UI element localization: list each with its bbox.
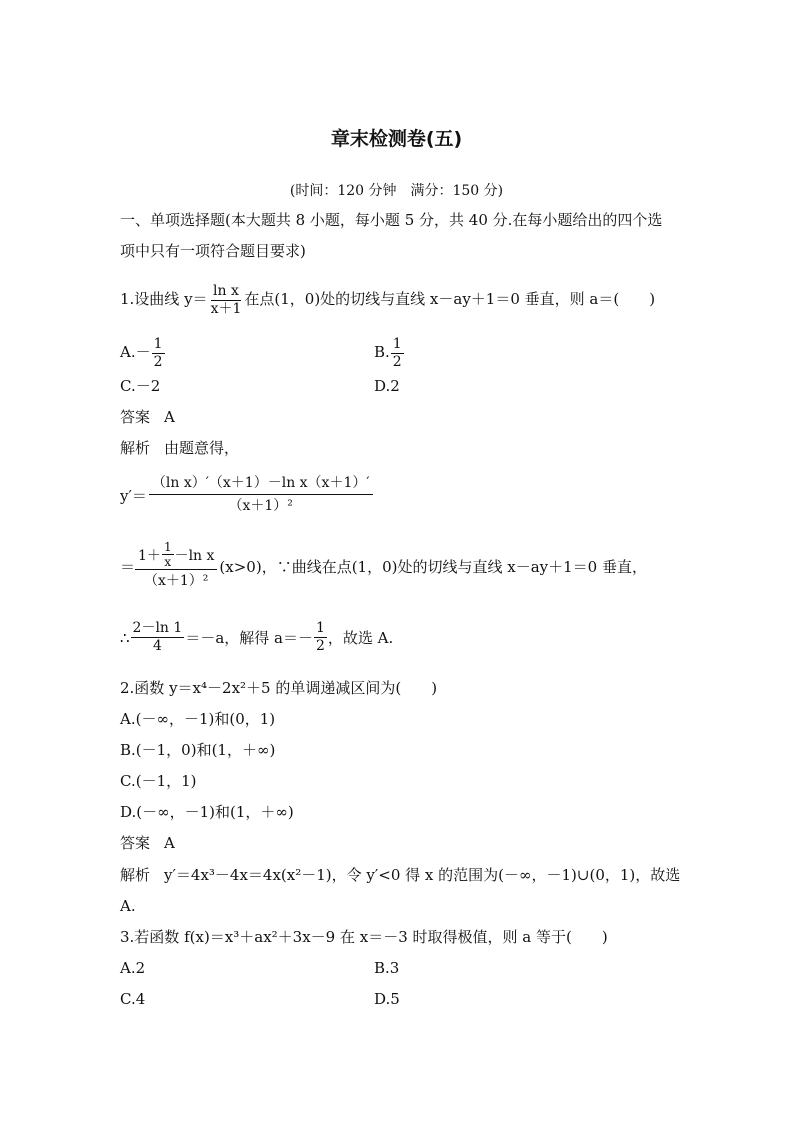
- q2-analysis: 解析 y′＝4x³－4x＝4x(x²－1)，令 y′<0 得 x 的范围为(－∞，－1)∪(0，1)，故选: [120, 866, 681, 884]
- q1-option-a: A.－ $\frac{1}{2}$: [120, 335, 163, 370]
- section-heading-line2: 项中只有一项符合题目要求): [120, 242, 306, 260]
- q1-answer: 答案 A: [120, 408, 175, 426]
- q3-option-a: A.2: [120, 959, 146, 977]
- q2-answer: 答案 A: [120, 834, 175, 852]
- q3-option-b: B.3: [374, 959, 400, 977]
- q2-stem: 2.函数 y＝x⁴－2x²＋5 的单调递减区间为( ): [120, 679, 438, 697]
- q1-stem-fraction: $\frac{\text{ln x}}{x+1}$: [210, 282, 242, 317]
- q1-option-d: D.2: [374, 377, 400, 395]
- q1-conclusion: ∴ $\frac{2-\ln 1}{4}$ ＝－a，解得 a＝－ $\frac{1}{2}$ ，故选 A.: [120, 620, 394, 654]
- q2-option-d: D.(－∞，－1)和(1，＋∞): [120, 803, 294, 821]
- page-title: 章末检测卷(五): [330, 128, 463, 150]
- q1-derivative-formula: y′＝ $\frac{\text{（ln x）′（x＋1）－ln x（x＋1）′}}{\text{（x＋1）²}}$: [120, 473, 373, 517]
- q2-option-b: B.(－1，0)和(1，＋∞): [120, 741, 276, 759]
- q1-option-c: C.－2: [120, 377, 161, 395]
- q3-option-d: D.5: [374, 990, 400, 1008]
- q1-option-b: B. $\frac{1}{2}$: [374, 335, 402, 370]
- q3-option-c: C.4: [120, 990, 146, 1008]
- q1-derivative-step2: ＝ 1＋ $\frac{1}{x}$ －ln x （x＋1）² (x>0)，∵曲线在点(1，0)处的切线与直线 x－ay＋1＝0 垂直，: [120, 540, 647, 589]
- q3-stem: 3.若函数 f(x)＝x³＋ax²＋3x－9 在 x＝－3 时取得极值，则 a 等于( ): [120, 928, 608, 946]
- q2-analysis-cont: A.: [120, 897, 136, 915]
- q1-stem: 1.设曲线 y＝ $\frac{\text{ln x}}{x+1}$ 在点(1，0)处的切线与直线 x－ay＋1＝0 垂直，则 a＝( ): [120, 282, 656, 317]
- q2-option-c: C.(－1，1): [120, 772, 197, 790]
- q2-option-a: A.(－∞，－1)和(0，1): [120, 710, 276, 728]
- exam-meta: (时间：120 分钟 满分：150 分): [289, 183, 504, 199]
- q1-analysis-intro: 解析 由题意得，: [120, 439, 240, 457]
- section-heading-line1: 一、单项选择题(本大题共 8 小题，每小题 5 分，共 40 分.在每小题给出的四个选: [120, 211, 663, 229]
